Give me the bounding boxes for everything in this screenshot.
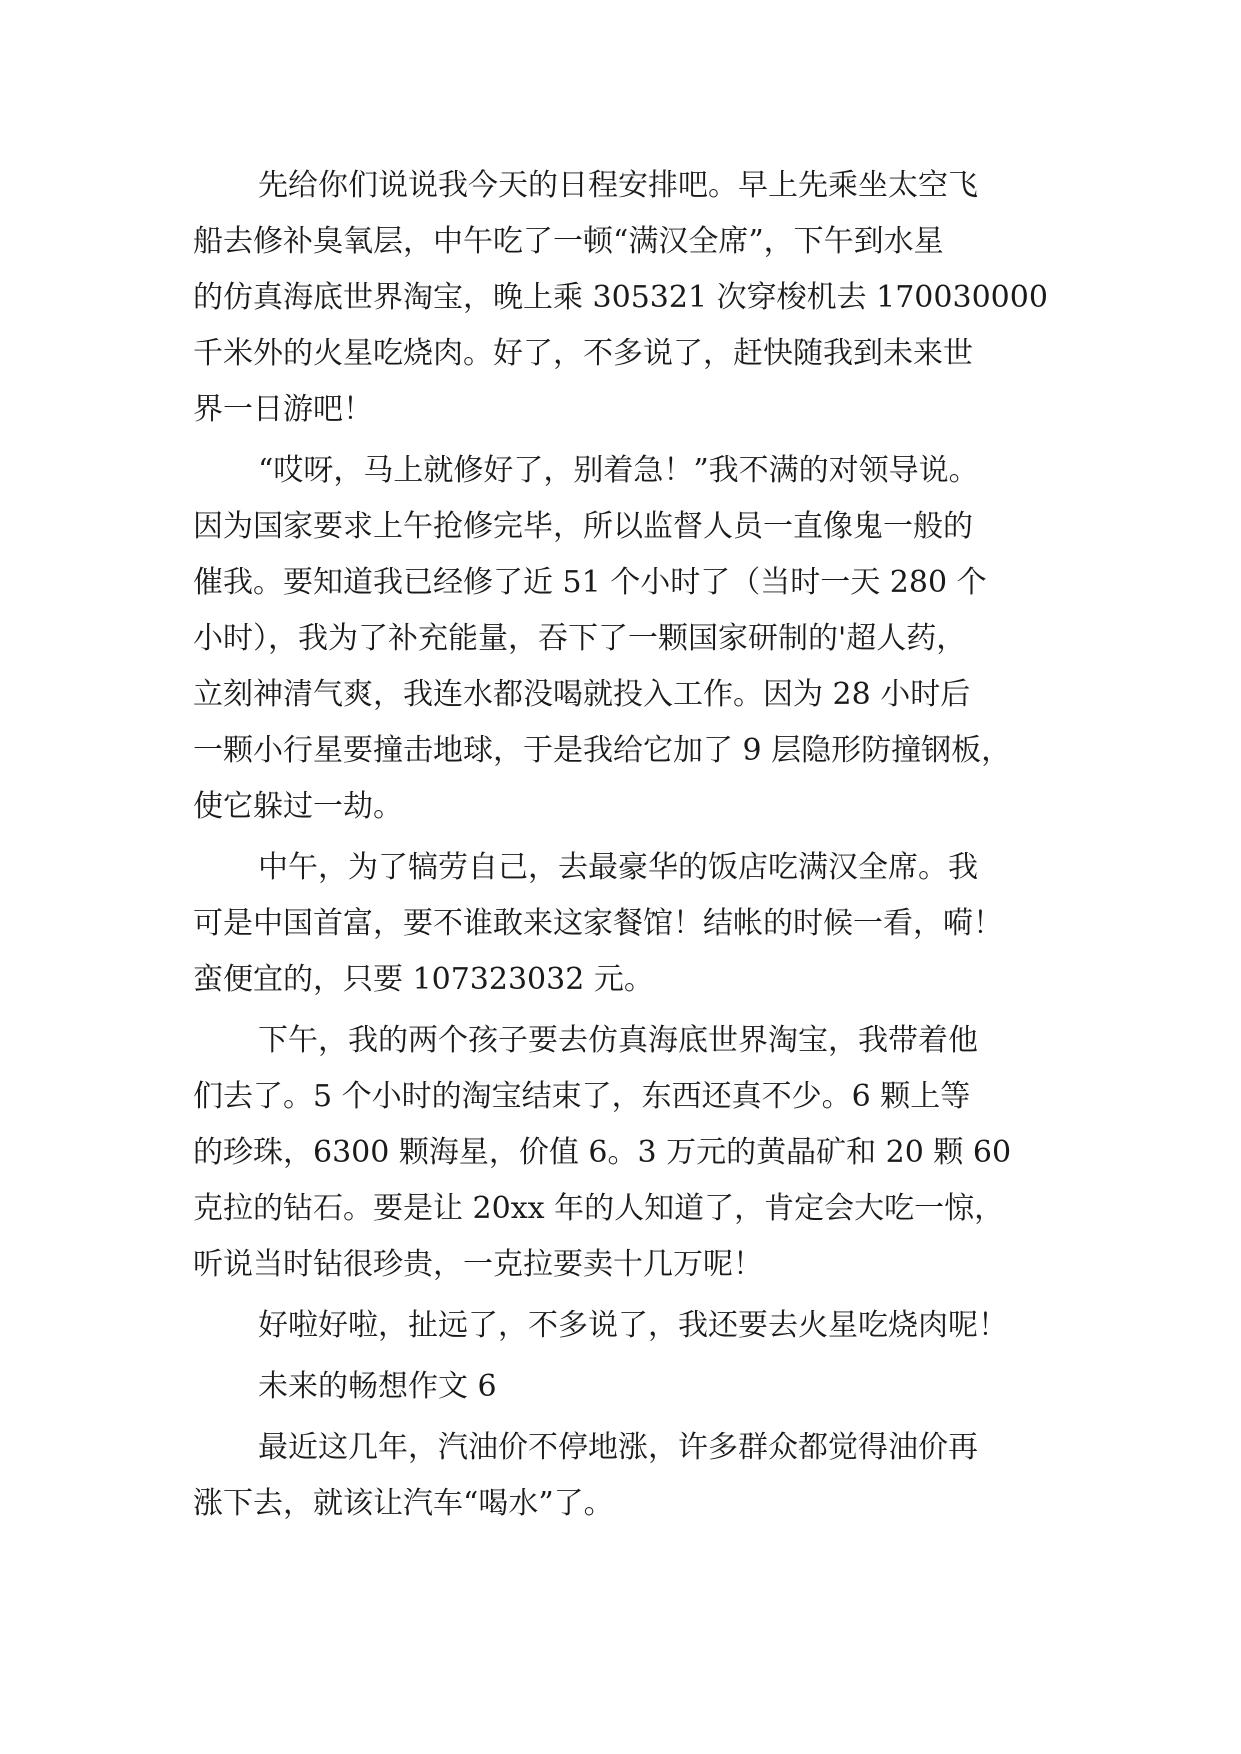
text-line: “哎呀，马上就修好了，别着急！”我不满的对领导说。: [258, 453, 979, 488]
text-line: 界一日游吧！: [193, 392, 373, 427]
text-line: 催我。要知道我已经修了近 51 个小时了（当时一天 280 个: [193, 565, 987, 600]
text-line: 可是中国首富，要不谁敢来这家餐馆！结帐的时候一看，嗬！: [193, 906, 1003, 941]
text-line: 先给你们说说我今天的日程安排吧。早上先乘坐太空飞: [258, 168, 978, 203]
text-line: 们去了。5 个小时的淘宝结束了，东西还真不少。6 颗上等: [193, 1079, 971, 1114]
text-line: 下午，我的两个孩子要去仿真海底世界淘宝，我带着他: [258, 1023, 978, 1058]
text-line: 好啦好啦，扯远了，不多说了，我还要去火星吃烧肉呢！: [258, 1308, 1008, 1343]
text-line: 的珍珠，6300 颗海星，价值 6。3 万元的黄晶矿和 20 颗 60: [193, 1135, 1012, 1170]
text-line: 听说当时钻很珍贵，一克拉要卖十几万呢！: [193, 1247, 763, 1282]
text-line: 立刻神清气爽，我连水都没喝就投入工作。因为 28 小时后: [193, 677, 971, 712]
section-title: 未来的畅想作文 6: [258, 1369, 497, 1404]
text-line: 使它躲过一劫。: [193, 789, 403, 824]
text-line: 涨下去，就该让汽车“喝水”了。: [193, 1486, 614, 1521]
text-line: 一颗小行星要撞击地球，于是我给它加了 9 层隐形防撞钢板，: [193, 733, 1012, 768]
text-line: 的仿真海底世界淘宝，晚上乘 305321 次穿梭机去 170030000: [193, 280, 1048, 315]
text-line: 船去修补臭氧层，中午吃了一顿“满汉全席”，下午到水星: [193, 224, 944, 259]
text-line: 小时），我为了补充能量，吞下了一颗国家研制的'超人药，: [193, 621, 967, 656]
text-line: 克拉的钻石。要是让 20xx 年的人知道了，肯定会大吃一惊，: [193, 1191, 1005, 1226]
text-line: 因为国家要求上午抢修完毕，所以监督人员一直像鬼一般的: [193, 509, 973, 544]
text-line: 蛮便宜的，只要 107323032 元。: [193, 962, 654, 997]
text-line: 千米外的火星吃烧肉。好了，不多说了，赶快随我到未来世: [193, 336, 973, 371]
text-line: 最近这几年，汽油价不停地涨，许多群众都觉得油价再: [258, 1430, 978, 1465]
text-line: 中午，为了犒劳自己，去最豪华的饭店吃满汉全席。我: [258, 850, 978, 885]
